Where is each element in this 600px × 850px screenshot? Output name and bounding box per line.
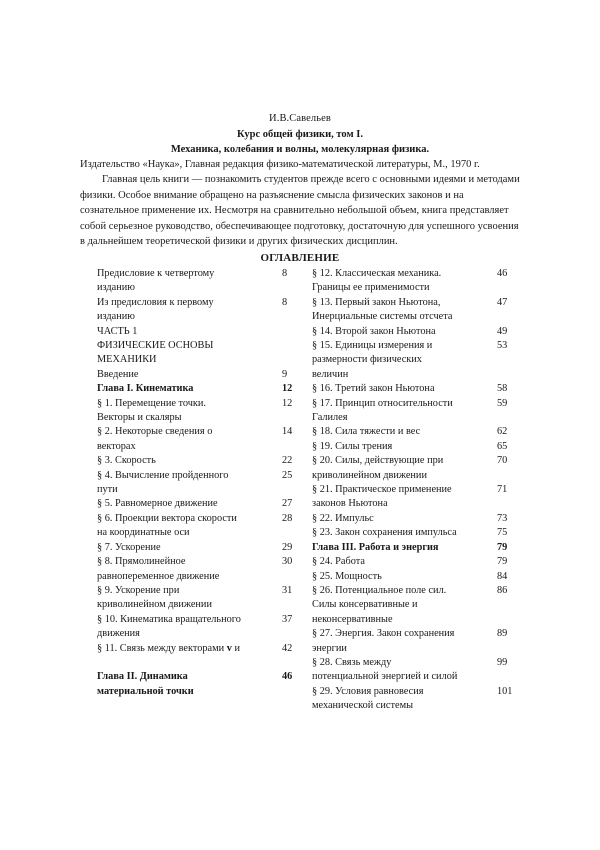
toc-entry-page: 14	[282, 426, 293, 438]
toc-entry-label: § 6. Проекции вектора скорости	[97, 512, 237, 524]
toc-entry[interactable]	[312, 353, 521, 367]
toc-entry-label: движения	[97, 628, 140, 640]
toc-entry-page: 47	[497, 296, 508, 308]
toc-entry-page: 9	[282, 368, 288, 380]
toc-entry-label: ЧАСТЬ 1	[97, 325, 138, 337]
toc-entry[interactable]	[312, 598, 521, 612]
toc-entry-label: § 19. Силы трения	[312, 440, 393, 452]
toc-entry-label: ФИЗИЧЕСКИЕ ОСНОВЫ	[97, 340, 214, 351]
toc-heading: ОГЛАВЛЕНИЕ	[260, 251, 340, 264]
toc-entry-label: потенциальной энергией и силой	[312, 671, 458, 683]
toc-entry-label: § 5. Равномерное движение	[97, 498, 218, 510]
toc-entry[interactable]	[97, 656, 306, 670]
toc-entry[interactable]	[312, 339, 521, 353]
toc-entry-label: § 26. Потенциальное поле сил.	[312, 584, 447, 596]
toc-entry[interactable]	[97, 670, 306, 684]
abstract-paragraph: Главная цель книги — познакомить студентов прежде всего с основными идеями и методами физики. Особое внимание обращено на разъяснение смысла физических законов и на сознательное применение их. Несмотря на сравнительно небольшой объем, книга представляет собой серьезное руководство, обеспечивающее подготовку, достаточную для успешного усвоения в дальнейшем теоретической физики и других физических дисциплин.	[80, 174, 520, 248]
toc-entry[interactable]	[312, 440, 521, 454]
toc-entry-page: 58	[497, 383, 508, 395]
toc-entry-label: Силы консервативные и	[312, 599, 418, 611]
toc-entry[interactable]	[312, 642, 521, 656]
toc-entry-page: 37	[282, 613, 293, 625]
toc-entry[interactable]	[312, 454, 521, 468]
toc-entry-page: 73	[497, 512, 508, 524]
toc-entry[interactable]	[97, 541, 306, 555]
toc-entry-label: § 18. Сила тяжести и вес	[312, 426, 421, 438]
toc-entry-page: 12	[282, 383, 293, 395]
toc-entry-page: 12	[282, 397, 293, 409]
toc-entry-label: § 27. Энергия. Закон сохранения	[312, 628, 455, 640]
toc-entry[interactable]	[97, 281, 306, 295]
toc-entry-label: § 10. Кинематика вращательного	[97, 613, 241, 625]
toc-entry[interactable]	[312, 555, 521, 569]
toc-entry[interactable]	[97, 584, 306, 598]
toc-entry-page: 29	[282, 541, 293, 553]
title-block	[80, 112, 520, 157]
toc-entry-page: 89	[497, 628, 508, 640]
toc-entry[interactable]	[312, 425, 521, 439]
toc-entry-label: § 1. Перемещение точки.	[97, 397, 207, 409]
toc-entry[interactable]	[97, 267, 306, 281]
toc-entry-label: § 12. Классическая механика.	[312, 267, 442, 279]
toc-column-left	[97, 267, 306, 714]
toc-entry-label: § 4. Вычисление пройденного	[97, 469, 229, 481]
toc-entry-label: § 2. Некоторые сведения о	[97, 426, 213, 438]
toc-entry-label: неконсервативные	[312, 613, 393, 625]
toc-entry[interactable]	[97, 397, 306, 411]
toc-entry-label: § 16. Третий закон Ньютона	[312, 383, 435, 395]
toc-entry[interactable]	[312, 613, 521, 627]
toc-entry-page: 27	[282, 498, 293, 510]
toc-entry-page: 22	[282, 455, 293, 467]
toc-entry-page: 28	[282, 512, 293, 524]
toc-entry-label: § 24. Работа	[312, 556, 365, 568]
toc-entry[interactable]	[97, 685, 306, 699]
toc-entry-label: § 25. Мощность	[312, 570, 382, 582]
toc-entry-page: 25	[282, 469, 293, 481]
toc-entry-label: § 28. Связь между	[312, 656, 392, 668]
author-name: И.В.Савельев	[269, 113, 331, 124]
toc-entry-label: материальной точки	[97, 685, 194, 697]
book-title: Курс общей физики, том I.	[237, 128, 363, 140]
toc-entry-label: § 21. Практическое применение	[312, 484, 452, 496]
toc-entry-label: Векторы и скаляры	[97, 412, 182, 424]
toc-entry-page: 8	[282, 267, 288, 279]
toc-entry[interactable]	[312, 382, 521, 396]
toc-entry-label: Предисловие к четвертому	[97, 267, 215, 279]
toc-entry-page: 31	[282, 584, 293, 596]
toc-entry-label: Глава II. Динамика	[97, 671, 188, 683]
toc-entry-label: законов Ньютона	[312, 498, 388, 510]
toc-entry[interactable]	[312, 310, 521, 324]
toc-entry[interactable]	[312, 685, 521, 699]
toc-entry[interactable]	[97, 555, 306, 569]
toc-entry[interactable]	[312, 699, 521, 713]
toc-entry[interactable]	[312, 411, 521, 425]
toc-entry-page: 79	[497, 556, 508, 568]
toc-entry[interactable]	[312, 281, 521, 295]
toc-entry-label: § 8. Прямолинейное	[97, 556, 186, 568]
toc-entry[interactable]	[312, 267, 521, 281]
toc-entry-label: § 13. Первый закон Ньютона,	[312, 296, 441, 308]
table-of-contents	[97, 267, 520, 714]
toc-entry-label: Глава III. Работа и энергия	[312, 541, 439, 553]
toc-entry[interactable]	[97, 382, 306, 396]
toc-entry[interactable]	[97, 368, 306, 382]
toc-entry-label: криволинейном движении	[97, 599, 212, 611]
toc-entry[interactable]	[312, 497, 521, 511]
toc-entry-label: Глава I. Кинематика	[97, 383, 194, 395]
book-subtitle: Механика, колебания и волны, молекулярная физика.	[170, 143, 430, 155]
toc-entry-page: 49	[497, 325, 508, 337]
vector-symbol: v	[226, 642, 232, 654]
toc-entry-page: 30	[282, 556, 293, 568]
toc-entry-label: § 17. Принцип относительности	[312, 397, 453, 409]
toc-entry-page: 8	[282, 296, 288, 308]
toc-entry[interactable]	[97, 325, 306, 339]
toc-entry-label: § 29. Условия равновесия	[312, 685, 424, 697]
toc-entry[interactable]	[312, 627, 521, 641]
toc-entry-label: § 20. Силы, действующие при	[312, 455, 444, 467]
toc-entry[interactable]	[97, 497, 306, 511]
toc-entry[interactable]	[312, 541, 521, 555]
toc-entry-label: векторах	[97, 440, 136, 452]
toc-entry[interactable]	[97, 411, 306, 425]
toc-entry-page: 70	[497, 455, 508, 467]
toc-entry[interactable]	[97, 425, 306, 439]
toc-entry[interactable]	[312, 526, 521, 540]
toc-entry-label: размерности физических	[312, 354, 422, 366]
toc-entry-page: 99	[497, 656, 508, 668]
toc-entry-page: 86	[497, 584, 508, 596]
toc-entry[interactable]	[97, 483, 306, 497]
toc-entry[interactable]	[312, 512, 521, 526]
publisher-line: Издательство «Наука», Главная редакция физико-математической литературы, М., 1970 г.	[80, 158, 480, 170]
toc-entry[interactable]	[97, 296, 306, 310]
toc-entry-label: изданию	[97, 311, 135, 323]
toc-entry-label: § 23. Закон сохранения импульса	[312, 527, 457, 539]
toc-entry-page: 101	[497, 685, 513, 697]
toc-entry[interactable]	[312, 656, 521, 670]
toc-entry[interactable]	[97, 642, 306, 656]
toc-entry[interactable]	[97, 353, 306, 367]
toc-entry-label: изданию	[97, 282, 135, 294]
toc-entry[interactable]	[312, 397, 521, 411]
toc-entry[interactable]	[97, 598, 306, 612]
toc-entry-label: § 3. Скорость	[97, 455, 156, 467]
toc-entry[interactable]	[97, 512, 306, 526]
toc-entry[interactable]	[312, 483, 521, 497]
toc-entry[interactable]	[97, 440, 306, 454]
toc-entry-label: Галилея	[312, 412, 348, 424]
toc-entry-label: равнопеременное движение	[97, 570, 220, 582]
toc-entry-label: § 22. Импульс	[312, 512, 374, 524]
toc-entry-page: 65	[497, 440, 508, 452]
toc-entry-page: 46	[282, 671, 293, 683]
toc-entry-page: 53	[497, 340, 508, 351]
toc-entry-page: 62	[497, 426, 508, 438]
toc-entry-page: 84	[497, 570, 508, 582]
toc-entry-page: 42	[282, 642, 293, 654]
toc-entry[interactable]	[97, 469, 306, 483]
toc-entry-label: Инерциальные системы отсчета	[312, 311, 453, 323]
toc-entry-label: § 15. Единицы измерения и	[312, 340, 433, 351]
toc-entry[interactable]	[312, 469, 521, 483]
toc-column-right	[312, 267, 521, 714]
toc-entry[interactable]	[97, 310, 306, 324]
toc-entry[interactable]	[312, 368, 521, 382]
toc-entry-label: § 7. Ускорение	[97, 541, 161, 553]
toc-entry[interactable]	[97, 627, 306, 641]
toc-entry-label: § 14. Второй закон Ньютона	[312, 325, 436, 337]
toc-entry-label: величин	[312, 368, 349, 380]
toc-entry-label: § 9. Ускорение при	[97, 584, 180, 596]
toc-entry[interactable]	[312, 584, 521, 598]
toc-entry-page: 71	[497, 484, 508, 496]
toc-entry-label: на координатные оси	[97, 527, 190, 539]
toc-entry[interactable]	[312, 296, 521, 310]
toc-entry-page: 59	[497, 397, 508, 409]
toc-entry-label: МЕХАНИКИ	[97, 354, 157, 366]
toc-entry[interactable]	[312, 570, 521, 584]
toc-entry-label: Границы ее применимости	[312, 282, 430, 294]
toc-entry[interactable]	[312, 325, 521, 339]
toc-entry[interactable]	[97, 613, 306, 627]
toc-entry-label: пути	[97, 484, 118, 496]
toc-entry-label: криволинейном движении	[312, 469, 427, 481]
toc-entry-page: 79	[497, 541, 508, 553]
toc-entry-label: § 11. Связь между векторами v и	[97, 642, 240, 654]
toc-entry-label: энергии	[312, 642, 347, 654]
toc-entry-page: 75	[497, 527, 508, 539]
toc-entry-page: 46	[497, 267, 508, 279]
toc-entry-label: механической системы	[312, 700, 413, 712]
toc-entry[interactable]	[97, 526, 306, 540]
toc-entry[interactable]	[312, 670, 521, 684]
toc-entry[interactable]	[97, 570, 306, 584]
toc-entry-label: Введение	[97, 368, 139, 380]
toc-entry-label: Из предисловия к первому	[97, 296, 214, 308]
toc-entry[interactable]	[97, 339, 306, 353]
toc-entry[interactable]	[97, 454, 306, 468]
